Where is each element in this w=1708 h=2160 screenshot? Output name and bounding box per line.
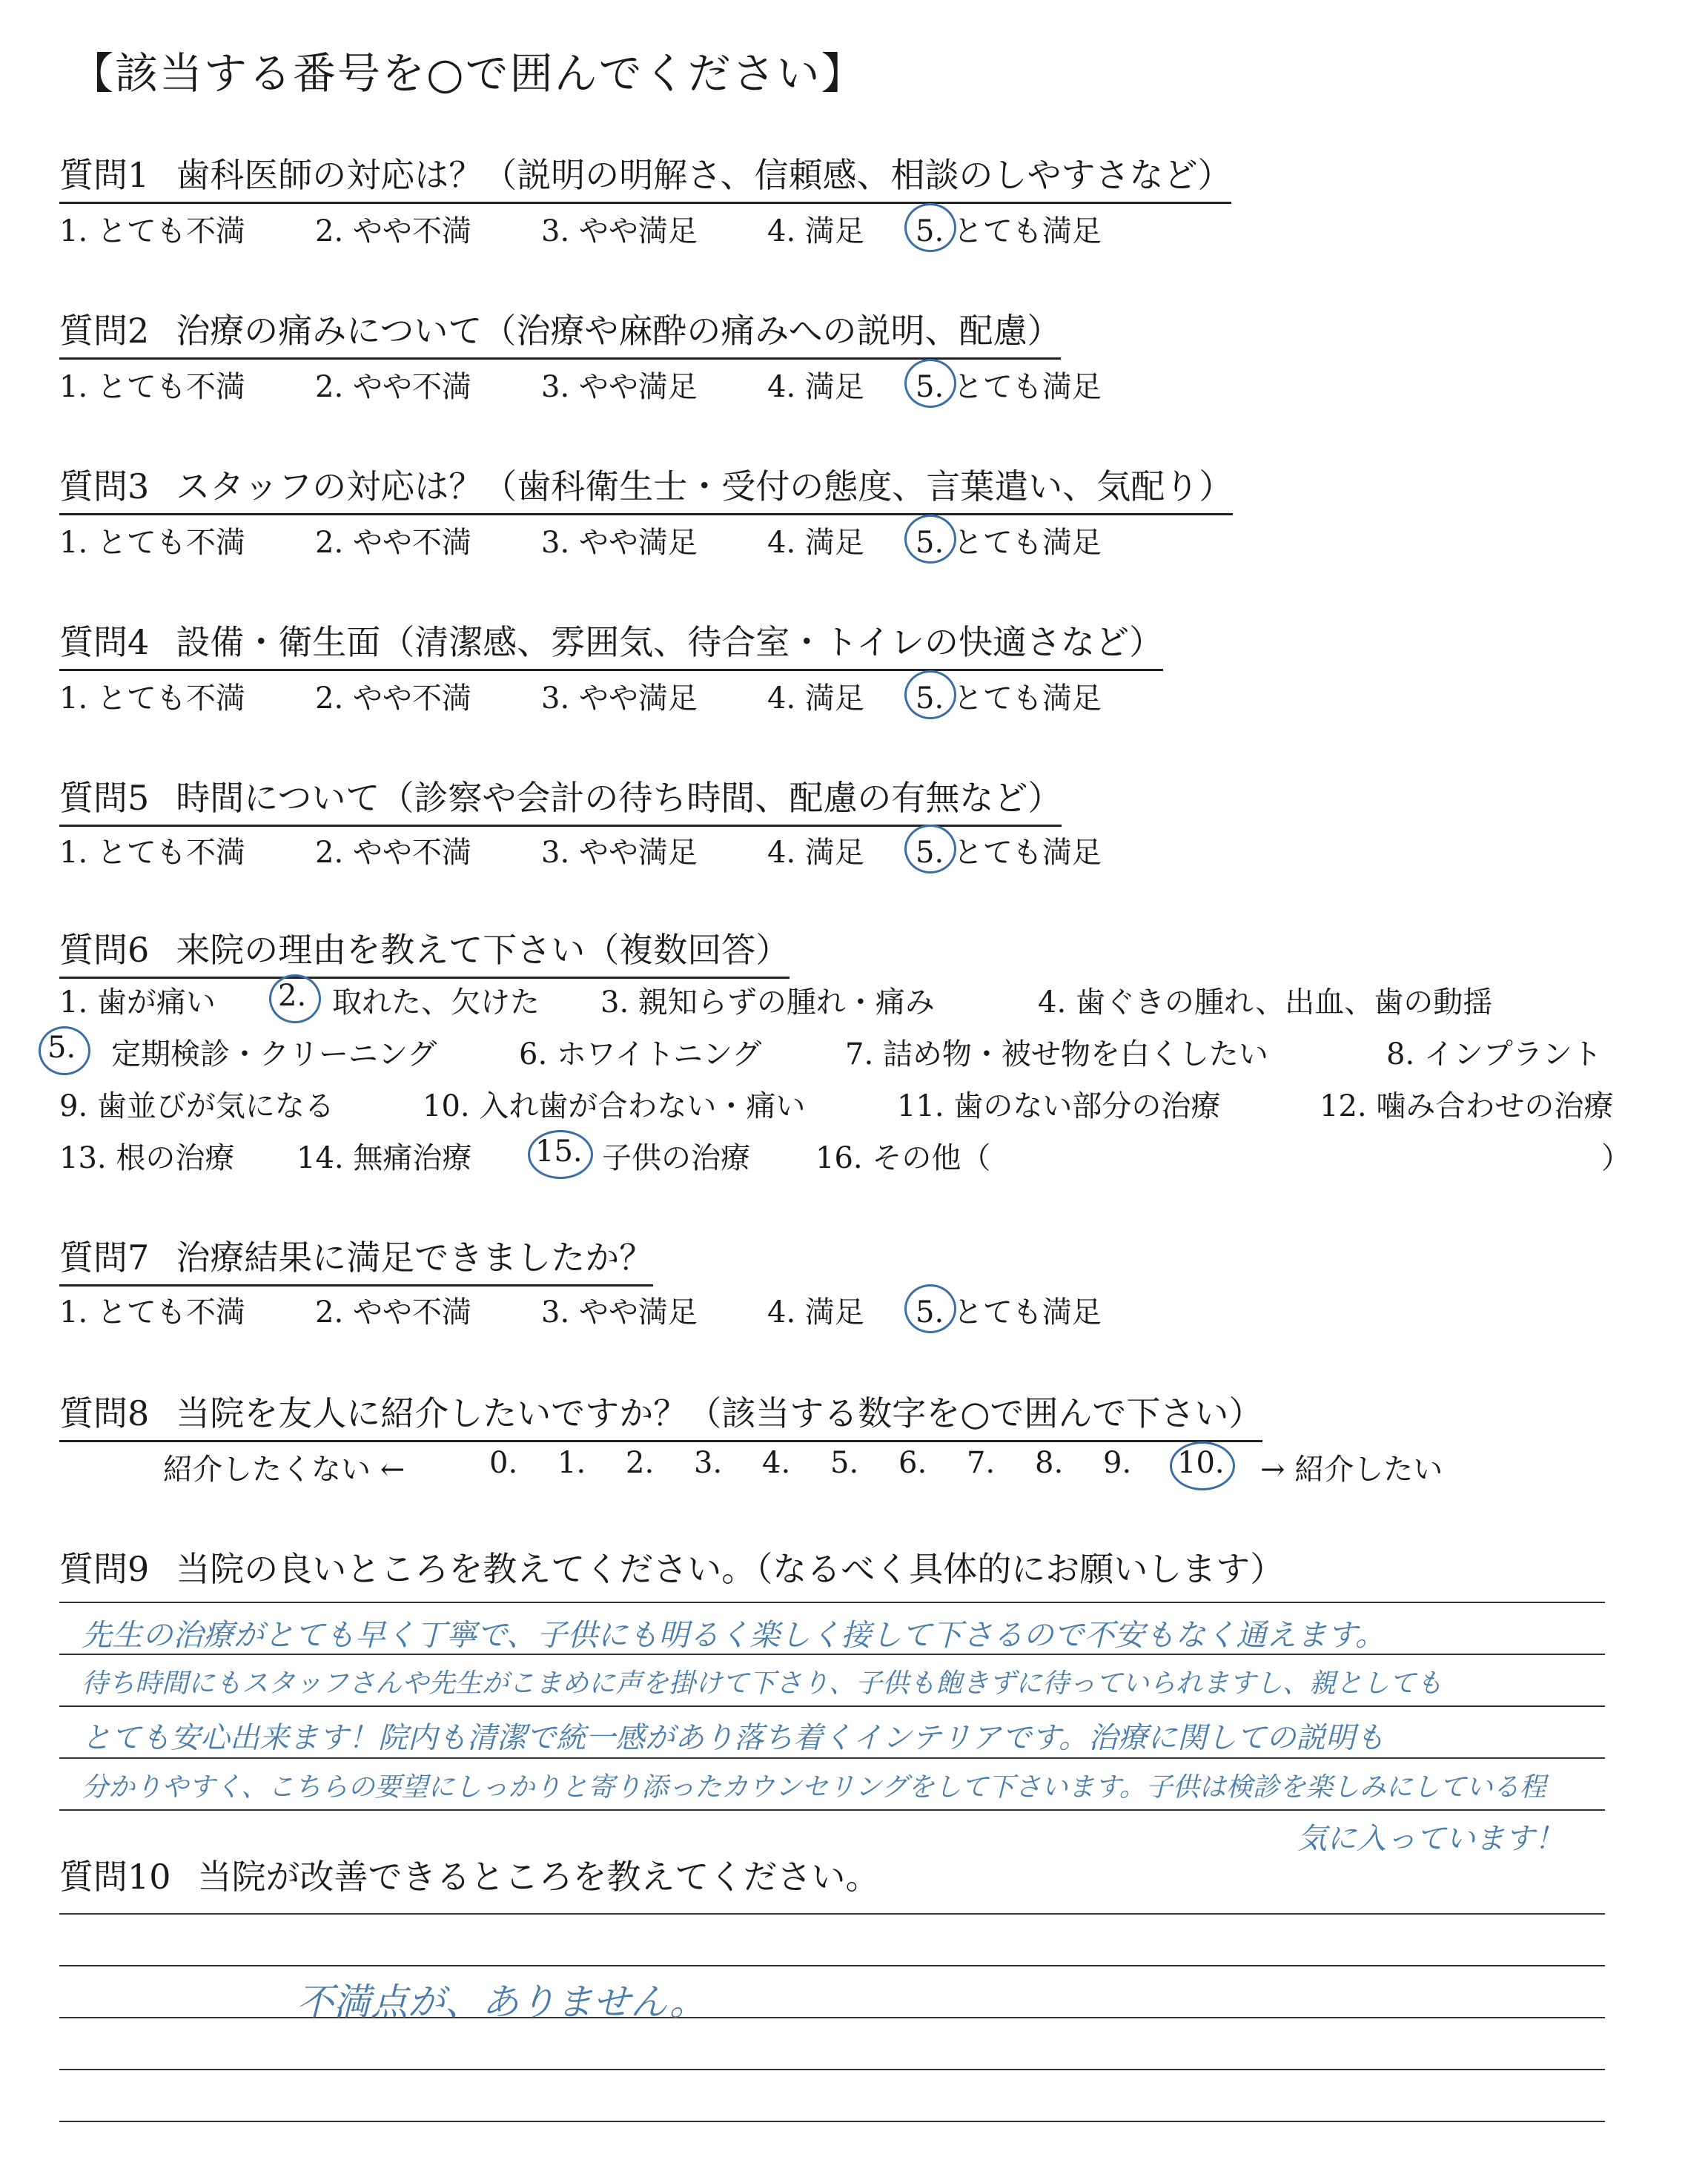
question-text: 歯科医師の対応は？（説明の明解さ、信頼感、相談のしやすさなど）	[176, 155, 1232, 195]
question-8-heading	[59, 1387, 1262, 1442]
option-1[interactable]: 1. とても不満	[59, 1295, 245, 1330]
question-text: スタッフの対応は？（歯科衛生士・受付の態度、言葉遣い、気配り）	[176, 466, 1234, 506]
option-1[interactable]: 1. とても不満	[59, 214, 245, 248]
question-7-heading	[59, 1231, 653, 1287]
question-number: 質問3	[59, 466, 150, 506]
question-5-heading	[59, 771, 1062, 827]
option-2[interactable]: 2. やや不満	[315, 836, 471, 870]
reason-15-label: 子供の治療	[602, 1141, 750, 1175]
question-number: 質問10	[59, 1857, 171, 1897]
q9-answer-line-3: とても安心出来ます！院内も清潔で統一感があり落ち着くインテリアです。治療に関しての説明も	[82, 1721, 1385, 1755]
reason-9[interactable]: 9. 歯並びが気になる	[59, 1089, 334, 1123]
question-text: 当院を友人に紹介したいですか？（該当する数字を○で囲んで下さい）	[176, 1393, 1263, 1433]
reason-7[interactable]: 7. 詰め物・被せ物を白くしたい	[845, 1037, 1268, 1071]
question-number: 質問9	[59, 1549, 150, 1589]
answer-line	[59, 2121, 1605, 2122]
option-3[interactable]: 3. やや満足	[541, 214, 698, 248]
option-5[interactable]: 5. とても満足	[916, 1295, 1102, 1330]
option-4[interactable]: 4. 満足	[767, 836, 864, 870]
reason-10[interactable]: 10. 入れ歯が合わない・痛い	[423, 1089, 806, 1123]
option-2[interactable]: 2. やや不満	[315, 214, 471, 248]
option-4[interactable]: 4. 満足	[767, 526, 864, 560]
scale-0[interactable]: 0.	[489, 1446, 518, 1480]
question-4-heading	[59, 615, 1163, 671]
scale-10[interactable]: 10.	[1177, 1446, 1225, 1480]
reason-3[interactable]: 3. 親知らずの腫れ・痛み	[600, 985, 935, 1020]
reason-14[interactable]: 14. 無痛治療	[297, 1141, 472, 1175]
option-4[interactable]: 4. 満足	[767, 214, 864, 248]
option-4[interactable]: 4. 満足	[767, 370, 864, 404]
option-3[interactable]: 3. やや満足	[541, 681, 698, 716]
question-text: 来院の理由を教えて下さい（複数回答）	[176, 930, 790, 970]
answer-line	[59, 2017, 1605, 2018]
question-number: 質問5	[59, 778, 150, 818]
answer-line	[59, 1965, 1605, 1966]
q9-answer-line-5: 気に入っています！	[1297, 1822, 1564, 1856]
option-2[interactable]: 2. やや不満	[315, 526, 471, 560]
option-1[interactable]: 1. とても不満	[59, 681, 245, 716]
question-1-heading	[59, 148, 1231, 204]
scale-right-label: → 紹介したい	[1260, 1453, 1443, 1487]
reason-16[interactable]: 16. その他（	[815, 1141, 991, 1175]
option-3[interactable]: 3. やや満足	[541, 370, 698, 404]
option-2[interactable]: 2. やや不満	[315, 370, 471, 404]
page-title: 【該当する番号を○で囲んでください】	[70, 48, 866, 99]
scale-3[interactable]: 3.	[694, 1446, 723, 1480]
option-5[interactable]: 5. とても満足	[916, 214, 1102, 248]
question-text: 設備・衛生面（清潔感、雰囲気、待合室・トイレの快適さなど）	[176, 622, 1163, 662]
reason-8[interactable]: 8. インプラント	[1386, 1037, 1602, 1071]
q9-answer-line-1: 先生の治療がとても早く丁寧で、子供にも明るく楽しく接して下さるので不安もなく通えます。	[82, 1617, 1386, 1653]
option-5[interactable]: 5. とても満足	[916, 681, 1102, 716]
q9-answer-line-4: 分かりやすく、こちらの要望にしっかりと寄り添ったカウンセリングをして下さいます。子供は検診を楽しみにしている程	[82, 1772, 1546, 1803]
reason-5-number[interactable]: 5.	[47, 1031, 76, 1065]
option-3[interactable]: 3. やや満足	[541, 836, 698, 870]
reason-13[interactable]: 13. 根の治療	[59, 1141, 235, 1175]
reason-11[interactable]: 11. 歯のない部分の治療	[897, 1089, 1221, 1123]
question-2-heading	[59, 304, 1061, 360]
scale-2[interactable]: 2.	[626, 1446, 655, 1480]
reason-2-number[interactable]: 2.	[278, 979, 307, 1013]
question-text: 当院の良いところを教えてください。（なるべく具体的にお願いします）	[176, 1549, 1285, 1589]
option-3[interactable]: 3. やや満足	[541, 1295, 698, 1330]
scale-8[interactable]: 8.	[1035, 1446, 1064, 1480]
question-6-heading	[59, 923, 790, 979]
option-4[interactable]: 4. 満足	[767, 1295, 864, 1330]
answer-line	[59, 1602, 1605, 1603]
question-3-heading	[59, 460, 1233, 515]
reason-15-number[interactable]: 15.	[535, 1135, 583, 1169]
answer-line	[59, 1913, 1605, 1915]
answer-line	[59, 2069, 1605, 2070]
reason-2-label: 取れた、欠けた	[332, 985, 540, 1020]
question-number: 質問6	[59, 930, 150, 970]
scale-6[interactable]: 6.	[898, 1446, 927, 1480]
question-number: 質問2	[59, 311, 150, 351]
scale-5[interactable]: 5.	[830, 1446, 859, 1480]
option-1[interactable]: 1. とても不満	[59, 836, 245, 870]
option-2[interactable]: 2. やや不満	[315, 1295, 471, 1330]
reason-4[interactable]: 4. 歯ぐきの腫れ、出血、歯の動揺	[1038, 985, 1493, 1020]
option-3[interactable]: 3. やや満足	[541, 526, 698, 560]
scale-left-label: 紹介したくない ←	[163, 1453, 406, 1487]
scale-7[interactable]: 7.	[967, 1446, 996, 1480]
option-4[interactable]: 4. 満足	[767, 681, 864, 716]
option-5[interactable]: 5. とても満足	[916, 526, 1102, 560]
question-text: 当院が改善できるところを教えてください。	[197, 1857, 880, 1897]
answer-line	[59, 1809, 1605, 1811]
answer-line	[59, 1757, 1605, 1759]
question-number: 質問8	[59, 1393, 150, 1433]
question-text: 治療の痛みについて（治療や麻酔の痛みへの説明、配慮）	[176, 311, 1062, 351]
question-9-heading	[59, 1542, 1284, 1596]
reason-16-close-paren: ）	[1601, 1141, 1631, 1175]
scale-4[interactable]: 4.	[762, 1446, 791, 1480]
reason-12[interactable]: 12. 噛み合わせの治療	[1320, 1089, 1614, 1123]
option-1[interactable]: 1. とても不満	[59, 526, 245, 560]
question-text: 時間について（診察や会計の待ち時間、配慮の有無など）	[176, 778, 1062, 818]
reason-1[interactable]: 1. 歯が痛い	[59, 985, 216, 1020]
option-5[interactable]: 5. とても満足	[916, 370, 1102, 404]
reason-5-label: 定期検診・クリーニング	[111, 1037, 437, 1071]
question-number: 質問4	[59, 622, 150, 662]
question-text: 治療結果に満足できましたか？	[176, 1238, 654, 1278]
question-10-heading	[59, 1850, 880, 1903]
option-2[interactable]: 2. やや不満	[315, 681, 471, 716]
question-number: 質問7	[59, 1238, 150, 1278]
question-number: 質問1	[59, 155, 150, 195]
scale-9[interactable]: 9.	[1103, 1446, 1132, 1480]
q10-answer: 不満点が、ありません。	[297, 1981, 706, 2024]
option-1[interactable]: 1. とても不満	[59, 370, 245, 404]
reason-6[interactable]: 6. ホワイトニング	[519, 1037, 762, 1071]
q9-answer-line-2: 待ち時間にもスタッフさんや先生がこまめに声を掛けて下さり、子供も飽きずに待っていられますし、親としても	[82, 1668, 1443, 1699]
scale-1[interactable]: 1.	[557, 1446, 586, 1480]
answer-line	[59, 1705, 1605, 1707]
option-5[interactable]: 5. とても満足	[916, 836, 1102, 870]
